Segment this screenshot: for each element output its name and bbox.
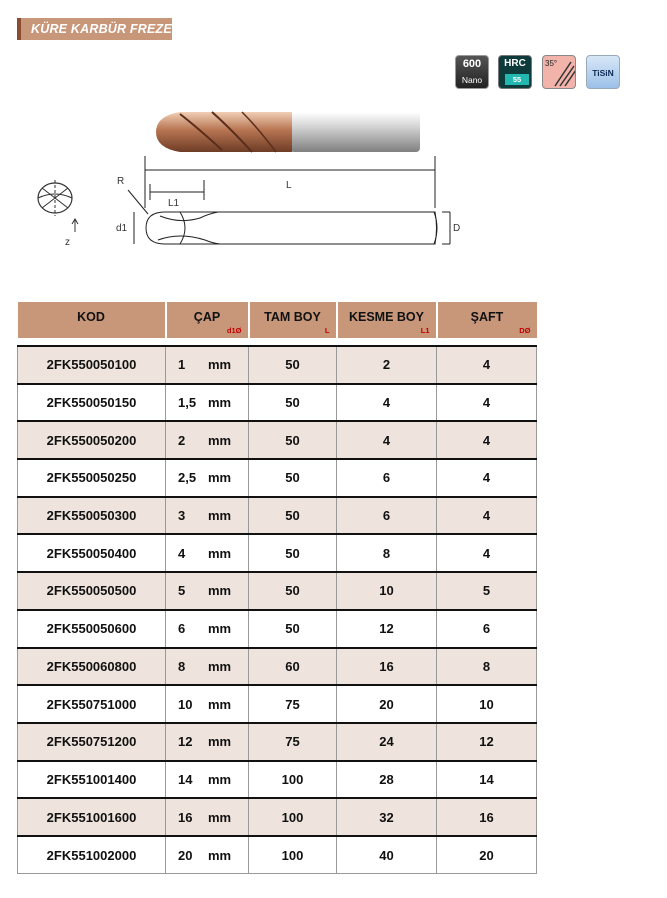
- cell-kesme-boy: 4: [337, 421, 437, 459]
- label-z: z: [65, 237, 70, 248]
- cell-saft: 8: [437, 648, 537, 686]
- cell-saft: 4: [437, 384, 537, 422]
- cell-tam-boy: 50: [249, 421, 337, 459]
- table-row: [18, 836, 537, 874]
- cap-value: 16: [178, 809, 193, 825]
- cell-cap: [166, 534, 249, 572]
- nano-badge-value: 600: [462, 58, 482, 70]
- label-r: R: [117, 176, 125, 187]
- table-row: [18, 346, 537, 384]
- product-table: [17, 302, 537, 874]
- cell-cap: [166, 723, 249, 761]
- cell-tam-boy: 100: [249, 798, 337, 836]
- cell-kesme-boy: 2: [337, 346, 437, 384]
- end-view-icon: [38, 180, 78, 232]
- cap-value: 6: [178, 621, 186, 637]
- cell-cap: [166, 761, 249, 799]
- table-row: [18, 572, 537, 610]
- cap-value: 2,5: [178, 470, 197, 486]
- cap-value: 10: [178, 696, 193, 712]
- header-kod: KOD: [18, 302, 166, 338]
- cell-kesme-boy: 32: [337, 798, 437, 836]
- cell-kod: 2FK550050250: [18, 459, 166, 497]
- cell-kesme-boy: 20: [337, 685, 437, 723]
- cell-saft: 5: [437, 572, 537, 610]
- coating-badge-label: TiSiN: [592, 68, 614, 78]
- cap-unit: mm: [208, 809, 232, 825]
- label-d1: d1: [116, 223, 128, 234]
- cell-cap: [166, 836, 249, 874]
- cell-cap: [166, 648, 249, 686]
- cell-cap: [166, 685, 249, 723]
- cell-saft: 4: [437, 421, 537, 459]
- cell-kod: 2FK551001400: [18, 761, 166, 799]
- cell-tam-boy: 50: [249, 610, 337, 648]
- cell-tam-boy: 50: [249, 497, 337, 535]
- header-kesme-boy: KESME BOY L1: [337, 302, 437, 338]
- tool-photo: [156, 112, 420, 152]
- cell-kod: 2FK550751200: [18, 723, 166, 761]
- cell-cap: [166, 346, 249, 384]
- header-cap: ÇAP d1Ø: [166, 302, 249, 338]
- cell-saft: 4: [437, 497, 537, 535]
- cell-cap: [166, 384, 249, 422]
- cell-kod: 2FK551001600: [18, 798, 166, 836]
- cell-tam-boy: 75: [249, 723, 337, 761]
- cell-tam-boy: 50: [249, 384, 337, 422]
- cap-value: 2: [178, 432, 186, 448]
- helix-angle-icon: [542, 55, 576, 89]
- cell-kesme-boy: 4: [337, 384, 437, 422]
- cell-saft: 6: [437, 610, 537, 648]
- cap-unit: mm: [208, 508, 232, 524]
- table-row: [18, 761, 537, 799]
- cap-unit: mm: [208, 470, 232, 486]
- table-row: [18, 798, 537, 836]
- cap-value: 20: [178, 847, 193, 863]
- table-header-row: [18, 302, 537, 338]
- cap-unit: mm: [208, 847, 232, 863]
- cell-cap: [166, 421, 249, 459]
- hardness-badge-value: 55: [505, 74, 529, 85]
- label-l: L: [286, 180, 292, 191]
- table-row: [18, 610, 537, 648]
- cell-saft: 4: [437, 346, 537, 384]
- section-title: KÜRE KARBÜR FREZE: [31, 22, 172, 36]
- cell-tam-boy: 50: [249, 459, 337, 497]
- cell-kod: 2FK550050150: [18, 384, 166, 422]
- cap-unit: mm: [208, 734, 232, 750]
- nano-badge-label: Nano: [461, 75, 483, 85]
- cap-unit: mm: [208, 583, 232, 599]
- cap-unit: mm: [208, 395, 232, 411]
- table-row: [18, 723, 537, 761]
- cell-saft: 14: [437, 761, 537, 799]
- feature-badges: [455, 55, 625, 91]
- nano-coating-icon: [455, 55, 489, 89]
- cell-saft: 4: [437, 459, 537, 497]
- label-l1: L1: [168, 198, 180, 209]
- cell-saft: 16: [437, 798, 537, 836]
- cell-kod: 2FK550050100: [18, 346, 166, 384]
- cap-unit: mm: [208, 771, 232, 787]
- table-row: [18, 648, 537, 686]
- cap-value: 1,5: [178, 395, 197, 411]
- cell-cap: [166, 610, 249, 648]
- cell-kod: 2FK550050300: [18, 497, 166, 535]
- cell-cap: [166, 798, 249, 836]
- cap-value: 5: [178, 583, 186, 599]
- cap-value: 3: [178, 508, 186, 524]
- table-row: [18, 459, 537, 497]
- cap-unit: mm: [208, 357, 232, 373]
- cell-tam-boy: 60: [249, 648, 337, 686]
- hardness-badge-label: HRC: [504, 58, 526, 69]
- cap-unit: mm: [208, 545, 232, 561]
- cap-value: 14: [178, 771, 193, 787]
- table-row: [18, 685, 537, 723]
- cap-unit: mm: [208, 696, 232, 712]
- cell-kesme-boy: 6: [337, 497, 437, 535]
- cell-tam-boy: 50: [249, 534, 337, 572]
- cell-tam-boy: 50: [249, 346, 337, 384]
- cell-cap: [166, 572, 249, 610]
- header-tam-boy: TAM BOY L: [249, 302, 337, 338]
- cell-cap: [166, 497, 249, 535]
- coating-icon: [586, 55, 620, 89]
- cell-kod: 2FK550060800: [18, 648, 166, 686]
- cell-tam-boy: 50: [249, 572, 337, 610]
- cell-kod: 2FK550050600: [18, 610, 166, 648]
- cell-kesme-boy: 6: [337, 459, 437, 497]
- cell-kesme-boy: 24: [337, 723, 437, 761]
- header-saft: ŞAFT DØ: [437, 302, 537, 338]
- label-d: D: [453, 223, 461, 234]
- cell-saft: 20: [437, 836, 537, 874]
- section-title-bar: [17, 18, 172, 40]
- cap-value: 1: [178, 357, 186, 373]
- cell-kesme-boy: 40: [337, 836, 437, 874]
- cap-unit: mm: [208, 658, 232, 674]
- table-row: [18, 497, 537, 535]
- helix-angle-value: 35°: [545, 59, 558, 68]
- cell-kesme-boy: 16: [337, 648, 437, 686]
- cell-tam-boy: 75: [249, 685, 337, 723]
- cell-kod: 2FK550050400: [18, 534, 166, 572]
- helix-lines-icon: [543, 56, 576, 89]
- cap-value: 8: [178, 658, 186, 674]
- cap-value: 4: [178, 545, 186, 561]
- cell-kesme-boy: 28: [337, 761, 437, 799]
- table-row: [18, 534, 537, 572]
- cell-kesme-boy: 10: [337, 572, 437, 610]
- cell-tam-boy: 100: [249, 761, 337, 799]
- cell-saft: 10: [437, 685, 537, 723]
- cell-kesme-boy: 12: [337, 610, 437, 648]
- tool-drawing: [30, 100, 470, 260]
- cell-kod: 2FK551002000: [18, 836, 166, 874]
- cell-saft: 12: [437, 723, 537, 761]
- table-row: [18, 421, 537, 459]
- cell-tam-boy: 100: [249, 836, 337, 874]
- cell-cap: [166, 459, 249, 497]
- cell-kesme-boy: 8: [337, 534, 437, 572]
- cap-unit: mm: [208, 621, 232, 637]
- cell-kod: 2FK550050200: [18, 421, 166, 459]
- cell-kod: 2FK550751000: [18, 685, 166, 723]
- hardness-icon: [498, 55, 532, 89]
- cell-saft: 4: [437, 534, 537, 572]
- table-row: [18, 384, 537, 422]
- cell-kod: 2FK550050500: [18, 572, 166, 610]
- cap-value: 12: [178, 734, 193, 750]
- cap-unit: mm: [208, 432, 232, 448]
